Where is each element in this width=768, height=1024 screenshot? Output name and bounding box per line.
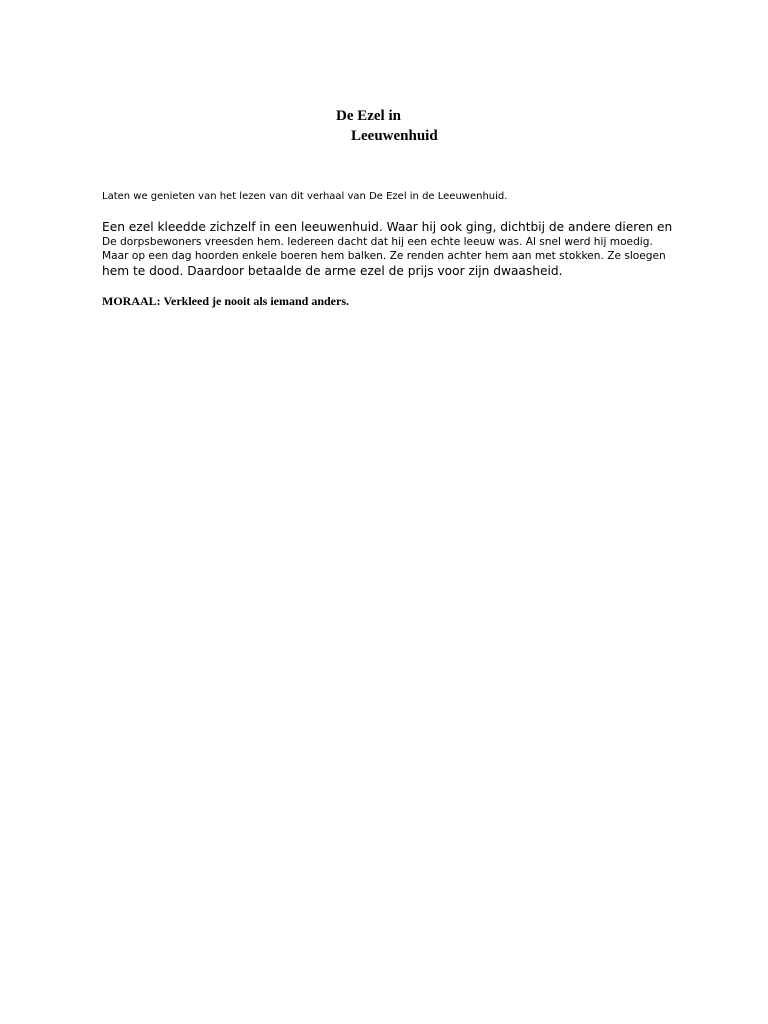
- moral-text: MORAAL: Verkleed je nooit als iemand anders.: [102, 294, 349, 308]
- story-line-3: Maar op een dag hoorden enkele boeren hem balken. Ze renden achter hem aan met stokken. Ze sloegen: [102, 250, 666, 262]
- title-line-1: De Ezel in: [336, 108, 401, 124]
- story-line-2: De dorpsbewoners vreesden hem. Iedereen dacht dat hij een echte leeuw was. Al snel werd hij moedig.: [102, 236, 653, 248]
- story-line-4: hem te dood. Daardoor betaalde de arme ezel de prijs voor zijn dwaasheid.: [102, 264, 563, 278]
- story-title: [336, 106, 438, 146]
- title-line-2: Leeuwenhuid: [351, 128, 438, 144]
- story-body: [102, 219, 722, 279]
- story-line-1: Een ezel kleedde zichzelf in een leeuwenhuid. Waar hij ook ging, dichtbij de andere dieren en: [102, 220, 673, 234]
- intro-text: Laten we genieten van het lezen van dit verhaal van De Ezel in de Leeuwenhuid.: [102, 191, 508, 202]
